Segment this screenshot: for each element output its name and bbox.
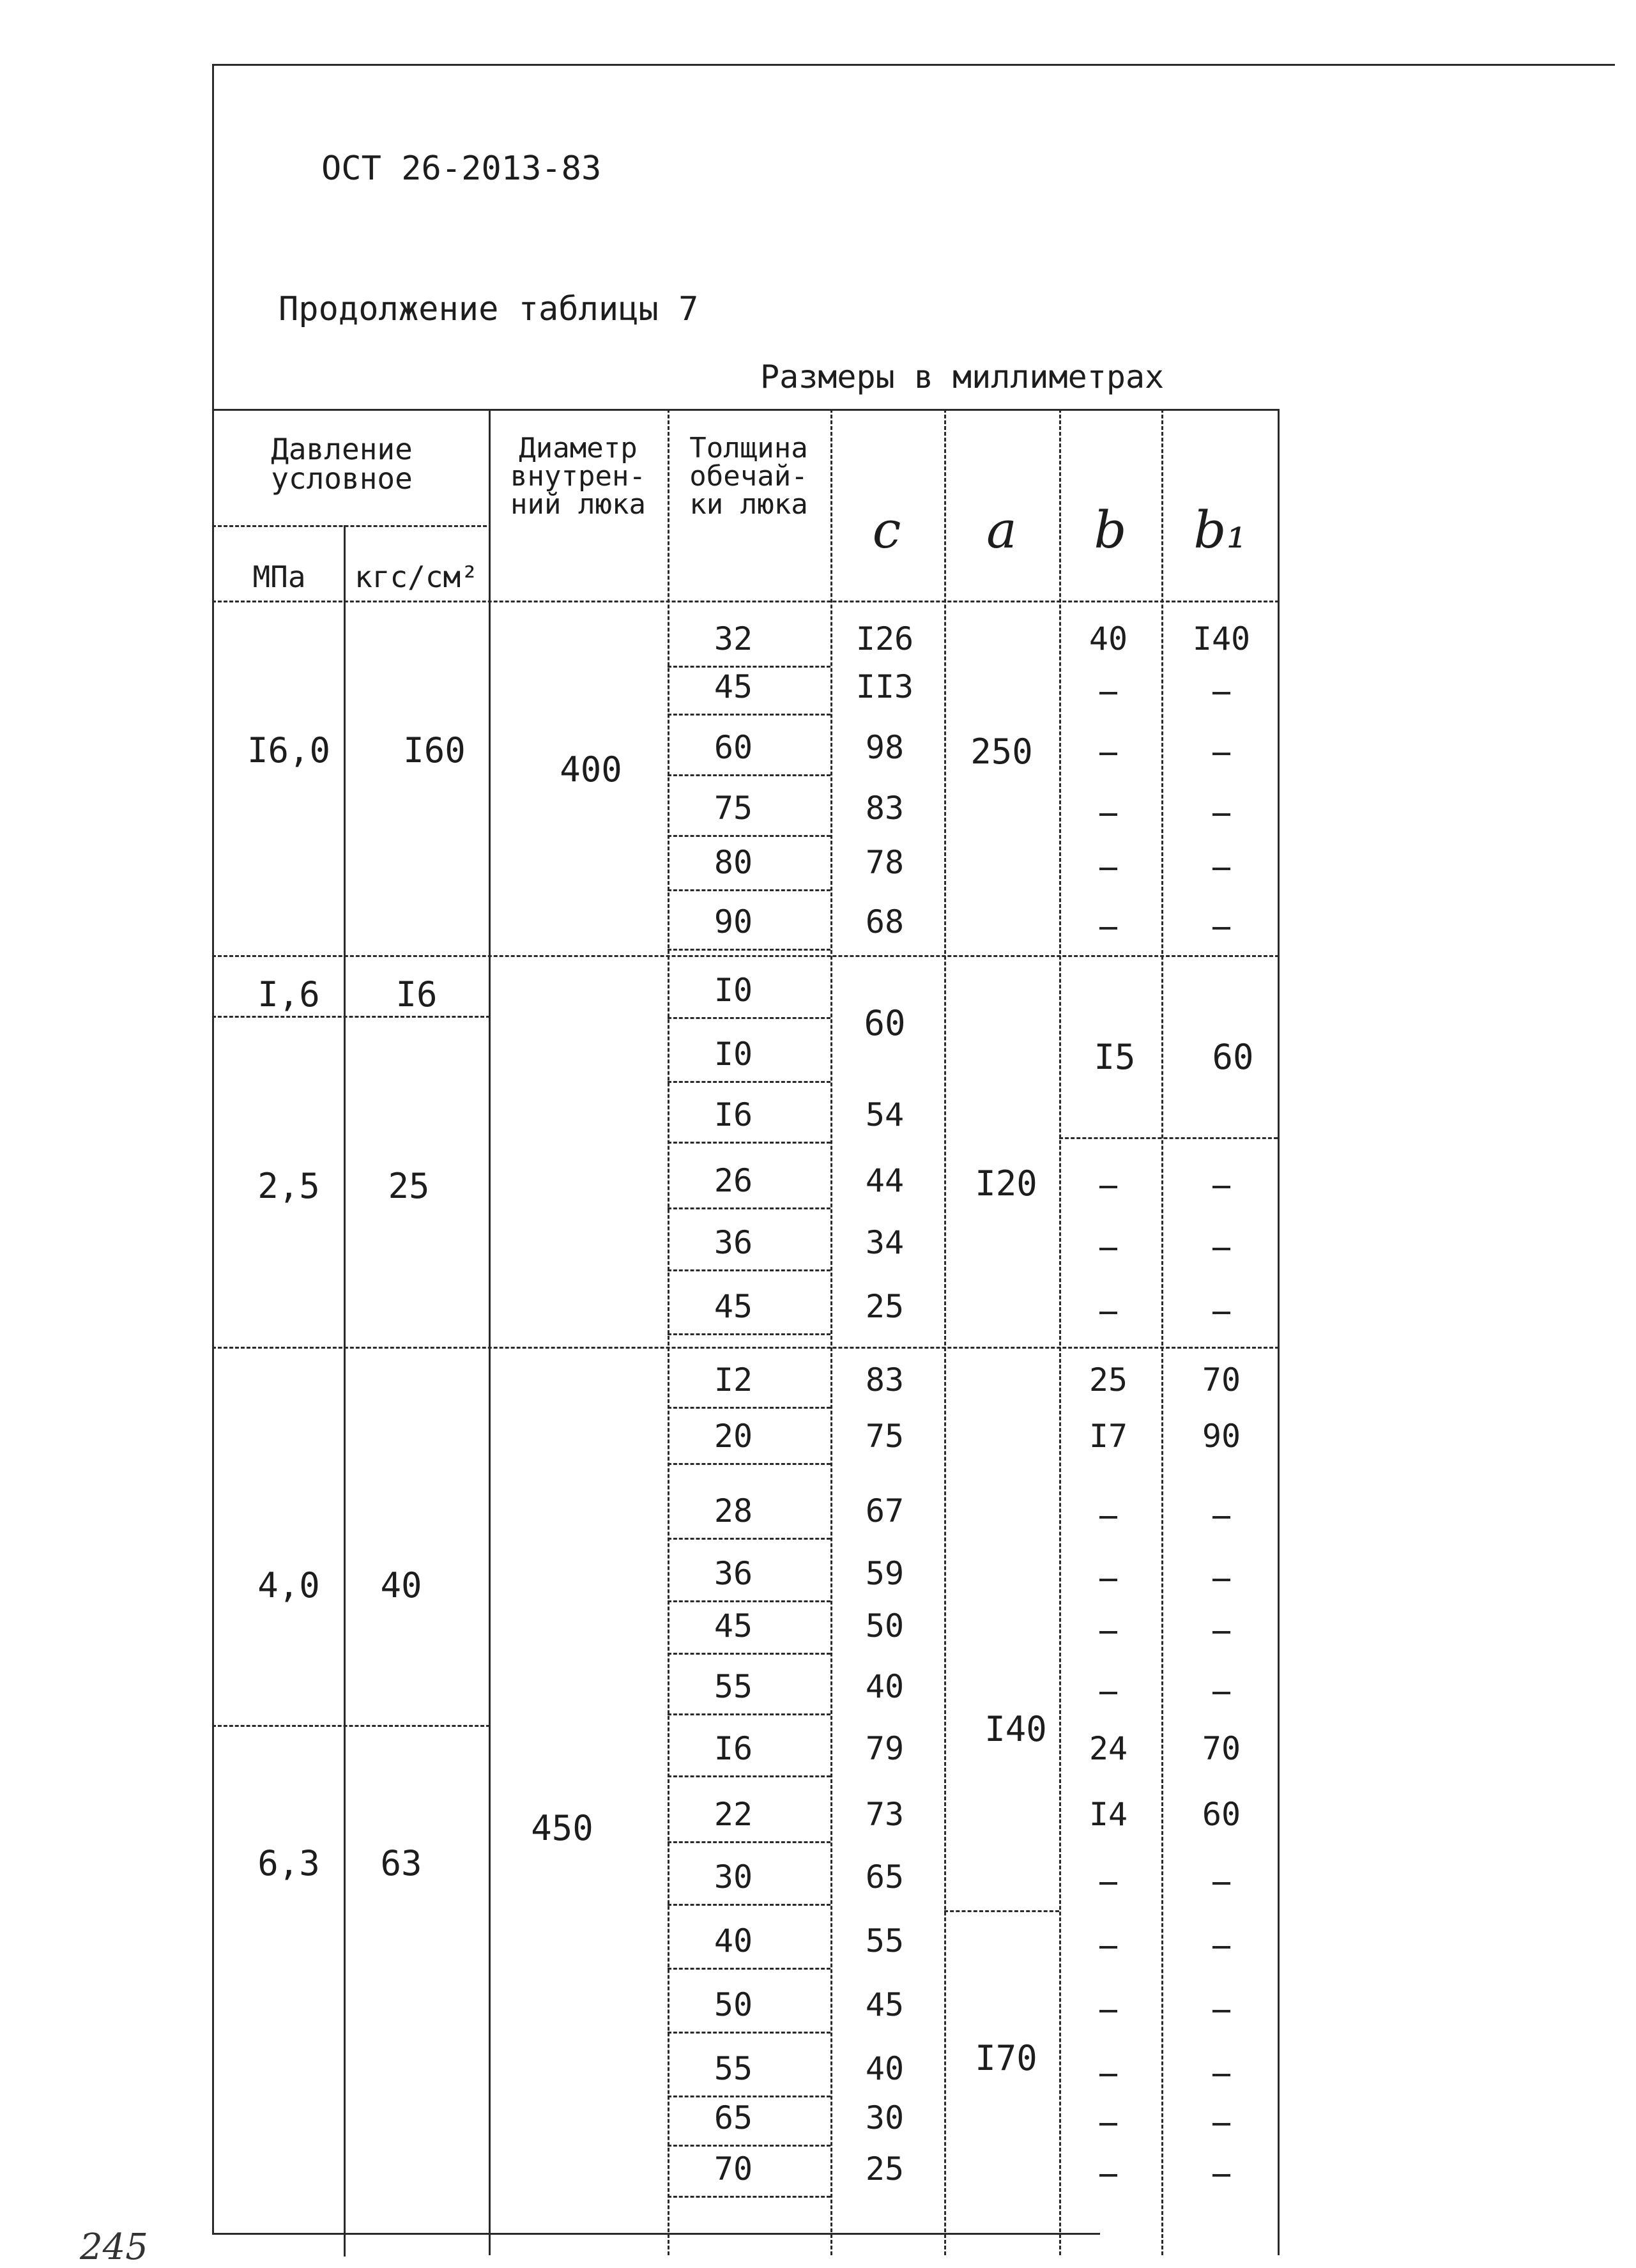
row-b1-dash bbox=[1212, 2123, 1230, 2126]
c-merged-value: 60 bbox=[864, 1003, 906, 1043]
row-s-value: I0 bbox=[714, 1036, 753, 1073]
row-b-dash bbox=[1099, 753, 1117, 755]
row-b1-value: 90 bbox=[1202, 1418, 1241, 1455]
pressure-kgf-2: I6 bbox=[395, 974, 438, 1015]
row-b-dash bbox=[1099, 813, 1117, 816]
row-b-value: I7 bbox=[1089, 1418, 1128, 1455]
row-c-value: 45 bbox=[865, 1986, 905, 2023]
row-separator bbox=[668, 666, 830, 668]
diameter-2: 450 bbox=[531, 1808, 593, 1848]
row-separator bbox=[668, 1968, 830, 1970]
row-c-value: 55 bbox=[865, 1922, 905, 1959]
row-c-value: 54 bbox=[865, 1096, 905, 1133]
row-c-value: 59 bbox=[865, 1555, 905, 1592]
row-separator bbox=[668, 889, 830, 891]
row-separator bbox=[668, 774, 830, 776]
row-b1-dash bbox=[1212, 1248, 1230, 1250]
col-line-right bbox=[1278, 409, 1280, 2255]
group-line-3 bbox=[212, 1347, 1279, 1349]
row-separator bbox=[668, 1269, 830, 1271]
row-b-dash bbox=[1099, 2010, 1117, 2012]
row-c-value: 50 bbox=[865, 1607, 905, 1644]
row-b1-value: 60 bbox=[1202, 1796, 1241, 1833]
row-s-value: 50 bbox=[714, 1986, 753, 2023]
pressure-mpa-3: 2,5 bbox=[257, 1166, 320, 1206]
row-b-value: I4 bbox=[1089, 1796, 1128, 1833]
row-c-value: 65 bbox=[865, 1858, 905, 1896]
row-b1-dash bbox=[1212, 1312, 1230, 1314]
row-s-value: 20 bbox=[714, 1418, 753, 1455]
a-value-4: I70 bbox=[975, 2038, 1037, 2078]
row-b-dash bbox=[1099, 1186, 1117, 1188]
row-b-value: 25 bbox=[1089, 1361, 1128, 1398]
group-line-2 bbox=[212, 1016, 490, 1018]
row-b1-dash bbox=[1212, 1882, 1230, 1885]
row-separator bbox=[668, 1017, 830, 1019]
col-line-thickness bbox=[668, 409, 669, 2255]
pressure-kgf-5: 63 bbox=[380, 1843, 422, 1883]
row-s-value: 90 bbox=[714, 903, 753, 940]
row-separator bbox=[668, 1775, 830, 1777]
row-s-value: 22 bbox=[714, 1796, 753, 1833]
table-top-line bbox=[212, 409, 1279, 411]
col-line-b1 bbox=[1161, 409, 1163, 2255]
row-s-value: 32 bbox=[714, 620, 753, 657]
group-line-1 bbox=[212, 955, 1279, 957]
row-c-value: 79 bbox=[865, 1730, 905, 1767]
row-b1-value: 70 bbox=[1202, 1730, 1241, 1767]
pressure-mpa-5: 6,3 bbox=[257, 1843, 320, 1883]
standard-code: ОСТ 26-2013-83 bbox=[321, 149, 602, 188]
row-b1-value: 70 bbox=[1202, 1361, 1241, 1398]
row-separator bbox=[668, 2096, 830, 2097]
row-b-dash bbox=[1099, 1882, 1117, 1885]
header-diameter: Диаметр внутрен- ний люка bbox=[510, 432, 646, 521]
row-b1-dash bbox=[1212, 1186, 1230, 1188]
row-b-dash bbox=[1099, 1248, 1117, 1250]
row-s-value: 65 bbox=[714, 2099, 753, 2136]
row-b1-dash bbox=[1212, 1579, 1230, 1581]
row-s-value: 60 bbox=[714, 729, 753, 766]
row-separator bbox=[668, 835, 830, 837]
pressure-kgf-1: I60 bbox=[403, 730, 466, 770]
row-b1-dash bbox=[1212, 868, 1230, 870]
a-value-2: I20 bbox=[975, 1163, 1037, 1204]
row-c-value: 40 bbox=[865, 2050, 905, 2087]
row-b1-dash bbox=[1212, 2010, 1230, 2012]
row-b1-value: I40 bbox=[1192, 620, 1251, 657]
row-s-value: I6 bbox=[714, 1730, 753, 1767]
row-c-value: II3 bbox=[855, 668, 914, 705]
row-b1-dash bbox=[1212, 1946, 1230, 1949]
row-b-dash bbox=[1099, 927, 1117, 930]
row-s-value: 55 bbox=[714, 1668, 753, 1705]
b-merged-line bbox=[1059, 1137, 1278, 1139]
row-c-value: 83 bbox=[865, 790, 905, 827]
row-s-value: 28 bbox=[714, 1492, 753, 1529]
row-separator bbox=[668, 1207, 830, 1209]
row-separator bbox=[668, 1407, 830, 1409]
row-b-dash bbox=[1099, 1946, 1117, 1949]
header-pressure: Давление условное bbox=[271, 432, 413, 496]
pressure-mpa-2: I,6 bbox=[257, 974, 320, 1015]
a-value-1: 250 bbox=[970, 732, 1033, 772]
row-s-value: 45 bbox=[714, 1288, 753, 1325]
row-b-dash bbox=[1099, 1516, 1117, 1519]
row-separator bbox=[668, 1081, 830, 1083]
page-border-left bbox=[212, 64, 214, 2233]
b1-merged-value: 60 bbox=[1212, 1037, 1254, 1077]
row-s-value: 40 bbox=[714, 1922, 753, 1959]
col-line-b bbox=[1059, 409, 1061, 2255]
row-separator bbox=[668, 1713, 830, 1715]
header-b1: b₁ bbox=[1193, 500, 1247, 560]
pressure-kgf-3: 25 bbox=[388, 1166, 430, 1206]
row-separator bbox=[668, 1600, 830, 1602]
row-b-dash bbox=[1099, 868, 1117, 870]
header-kgf: кгс/см² bbox=[355, 560, 478, 594]
row-b1-dash bbox=[1212, 927, 1230, 930]
col-line-a bbox=[944, 409, 946, 2255]
row-c-value: 78 bbox=[865, 844, 905, 881]
pressure-mpa-4: 4,0 bbox=[257, 1565, 320, 1605]
row-s-value: 45 bbox=[714, 1607, 753, 1644]
row-c-value: 30 bbox=[865, 2099, 905, 2136]
units-note: Размеры в миллиметрах bbox=[760, 358, 1165, 395]
row-b-dash bbox=[1099, 2074, 1117, 2076]
diameter-1: 400 bbox=[560, 749, 622, 790]
row-s-value: 36 bbox=[714, 1224, 753, 1261]
row-b1-dash bbox=[1212, 1692, 1230, 1694]
row-s-value: 26 bbox=[714, 1162, 753, 1199]
row-separator bbox=[668, 1463, 830, 1465]
row-b-dash bbox=[1099, 1312, 1117, 1314]
row-b1-dash bbox=[1212, 1631, 1230, 1634]
row-separator bbox=[668, 1333, 830, 1335]
row-s-value: 80 bbox=[714, 844, 753, 881]
row-separator bbox=[668, 2032, 830, 2034]
header-b: b bbox=[1094, 500, 1127, 560]
page-border-top bbox=[212, 64, 1615, 66]
a-value-3: I40 bbox=[984, 1709, 1047, 1749]
row-s-value: 30 bbox=[714, 1858, 753, 1896]
row-separator bbox=[668, 1904, 830, 1906]
row-c-value: 44 bbox=[865, 1162, 905, 1199]
row-separator bbox=[668, 2196, 830, 2198]
row-b-dash bbox=[1099, 1579, 1117, 1581]
pressure-subheader-line bbox=[212, 525, 487, 527]
row-s-value: 36 bbox=[714, 1555, 753, 1592]
row-c-value: 25 bbox=[865, 1288, 905, 1325]
row-b1-dash bbox=[1212, 2174, 1230, 2177]
row-b-value: 40 bbox=[1089, 620, 1128, 657]
header-mpa: МПа bbox=[252, 560, 306, 594]
row-s-value: 45 bbox=[714, 668, 753, 705]
pressure-kgf-4: 40 bbox=[380, 1565, 422, 1605]
row-s-value: I0 bbox=[714, 972, 753, 1009]
row-b-dash bbox=[1099, 2123, 1117, 2126]
row-separator bbox=[668, 1142, 830, 1144]
row-b1-dash bbox=[1212, 2074, 1230, 2076]
col-line-c bbox=[830, 409, 832, 2255]
group-line-4 bbox=[212, 1725, 490, 1727]
row-b1-dash bbox=[1212, 753, 1230, 755]
row-b-dash bbox=[1099, 1631, 1117, 1634]
header-thickness: Толщина обечай- ки люка bbox=[689, 432, 808, 521]
row-c-value: 67 bbox=[865, 1492, 905, 1529]
col-line-diameter bbox=[489, 409, 491, 2255]
row-b1-dash bbox=[1212, 1516, 1230, 1519]
row-c-value: I26 bbox=[855, 620, 914, 657]
row-c-value: 98 bbox=[865, 729, 905, 766]
row-b-value: 24 bbox=[1089, 1730, 1128, 1767]
page-number: 245 bbox=[80, 2226, 148, 2268]
row-c-value: 73 bbox=[865, 1796, 905, 1833]
row-b-dash bbox=[1099, 2174, 1117, 2177]
row-separator bbox=[668, 714, 830, 716]
row-s-value: I2 bbox=[714, 1361, 753, 1398]
row-c-value: 25 bbox=[865, 2150, 905, 2188]
row-separator bbox=[668, 1653, 830, 1655]
b-merged-value: I5 bbox=[1094, 1037, 1136, 1077]
row-c-value: 34 bbox=[865, 1224, 905, 1261]
row-c-value: 75 bbox=[865, 1418, 905, 1455]
col-line-kgf bbox=[344, 525, 346, 2257]
row-s-value: 75 bbox=[714, 790, 753, 827]
row-separator bbox=[668, 1538, 830, 1540]
row-separator bbox=[668, 2145, 830, 2147]
row-b-dash bbox=[1099, 1692, 1117, 1694]
row-separator bbox=[668, 949, 830, 951]
row-separator bbox=[668, 1841, 830, 1843]
header-bottom-line bbox=[212, 601, 1279, 602]
row-b1-dash bbox=[1212, 692, 1230, 694]
row-c-value: 68 bbox=[865, 903, 905, 940]
row-b1-dash bbox=[1212, 813, 1230, 816]
a-line-1 bbox=[944, 1910, 1059, 1912]
row-b-dash bbox=[1099, 692, 1117, 694]
pressure-mpa-1: I6,0 bbox=[247, 730, 331, 770]
row-c-value: 83 bbox=[865, 1361, 905, 1398]
header-c: c bbox=[872, 500, 901, 560]
row-s-value: 55 bbox=[714, 2050, 753, 2087]
header-a: a bbox=[986, 500, 1017, 560]
row-c-value: 40 bbox=[865, 1668, 905, 1705]
row-s-value: 70 bbox=[714, 2150, 753, 2188]
row-s-value: I6 bbox=[714, 1096, 753, 1133]
table-continuation-title: Продолжение таблицы 7 bbox=[279, 290, 699, 328]
